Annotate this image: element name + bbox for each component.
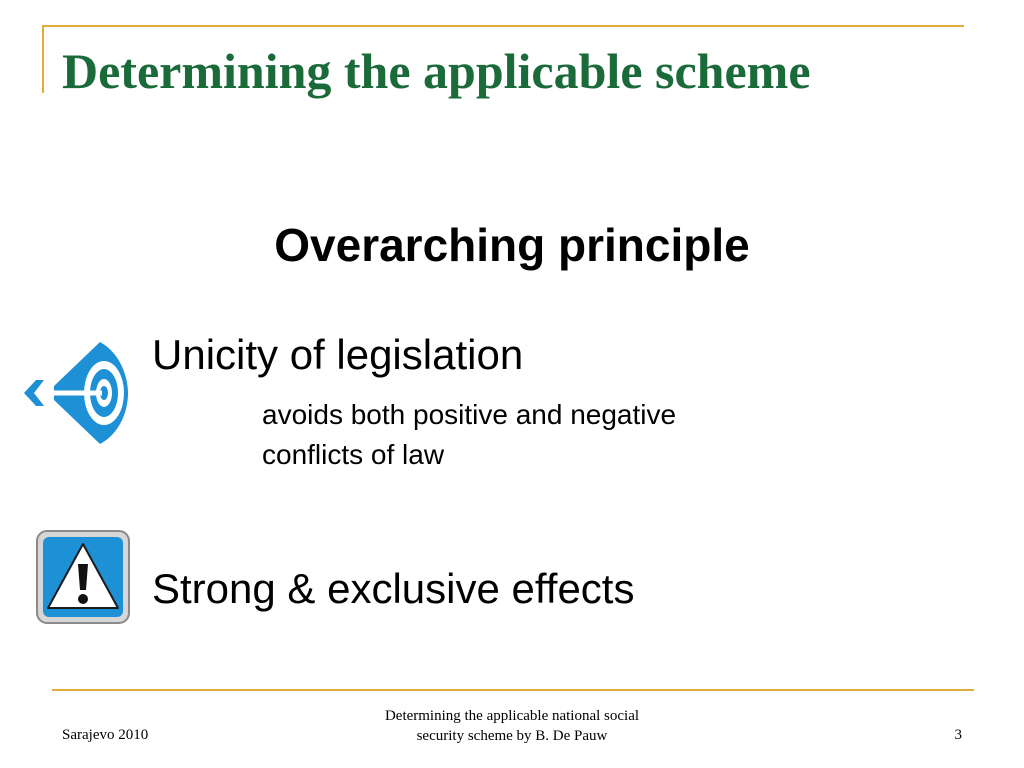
footer-presentation-title [362,706,662,746]
subtext-line-1: avoids both positive and negative [262,399,677,430]
footer-rule [52,689,974,691]
footer-title-line-1: Determining the applicable national social [384,708,640,724]
top-frame-rule [42,25,964,27]
bullet-strong-exclusive-effects: Strong & exclusive effects [152,565,635,612]
footer-title-line-2: security scheme by B. De Pauw [416,728,608,744]
bullet-unicity-of-legislation: Unicity of legislation [152,331,524,378]
page-number: 3 [954,727,962,743]
slide-title: Determining the applicable scheme [62,43,811,99]
bullet-unicity-subtext [262,395,802,475]
subtext-line-2: conflicts of law [262,439,445,470]
footer-location-date: Sarajevo 2010 [62,727,149,743]
slide-subtitle: Overarching principle [274,219,750,271]
target-icon [24,340,128,446]
left-frame-rule [42,25,44,93]
warning-icon [36,530,130,624]
